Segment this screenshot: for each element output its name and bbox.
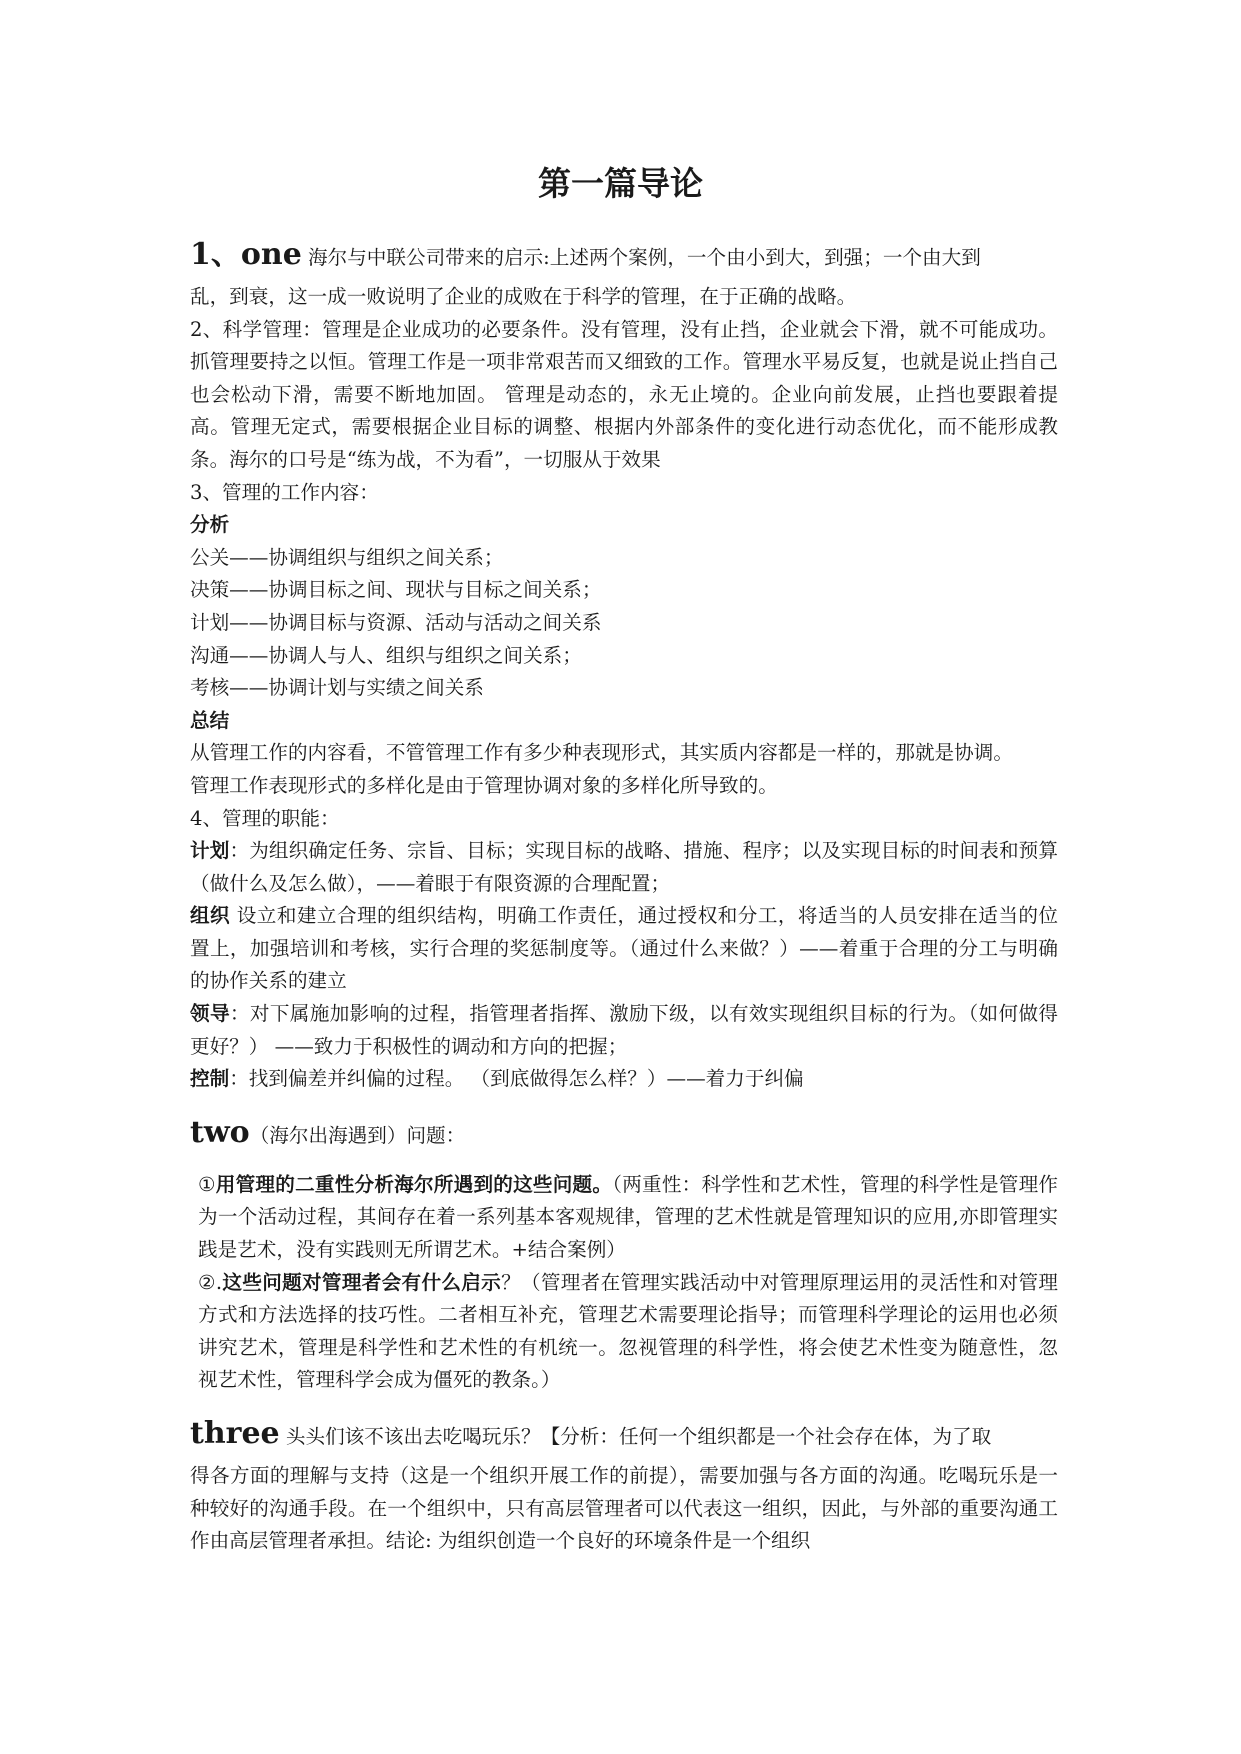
section-1-first-line [190, 232, 1058, 281]
analysis-item: 考核——协调计划与实绩之间关系 [190, 676, 484, 700]
section-two-word: two [190, 1114, 250, 1150]
section-3-heading: 3、管理的工作内容： [190, 480, 379, 504]
document-body [190, 232, 1058, 1558]
question-1-mark: ① [198, 1172, 216, 1196]
summary-paragraph-2: 管理工作表现形式的多样化是由于管理协调对象的多样化所导致的。 [190, 773, 778, 797]
analysis-item: 计划——协调目标与资源、活动与活动之间关系 [190, 610, 602, 634]
analysis-label: 分析 [190, 513, 230, 537]
summary-paragraph-1: 从管理工作的内容看，不管管理工作有多少种表现形式，其实质内容都是一样的，那就是协调。 [190, 741, 1013, 765]
lead-label: 领导 [190, 1002, 230, 1026]
question-2-mark: ②. [198, 1270, 223, 1294]
section-1-text-a: 海尔与中联公司带来的启示:上述两个案例，一个由小到大，到强；一个由大到 [308, 246, 981, 269]
organize-label: 组织 [190, 904, 231, 928]
question-1 [190, 1169, 1058, 1267]
analysis-item: 沟通——协调人与人、组织与组织之间关系； [190, 643, 582, 667]
section-three-word: three [190, 1416, 280, 1451]
organize-text: 设立和建立合理的组织结构，明确工作责任，通过授权和分工，将适当的人员安排在适当的位置上，加强培训和考核，实行合理的奖惩制度等。（通过什么来做？）——着重于合理的分工与明确的协作关系的建立 [190, 904, 1059, 993]
section-two-line [190, 1110, 1058, 1159]
function-lead [190, 998, 1058, 1063]
section-1-word: one [240, 237, 302, 272]
section-2-paragraph: 2、科学管理：管理是企业成功的必要条件。没有管理，没有止挡，企业就会下滑，就不可能成功。 抓管理要持之以恒。管理工作是一项非常艰苦而又细致的工作。管理水平易反复，也就是说止挡自己也会松动下滑，需要不断地加固。 管理是动态的，永无止境的。企业向前发展，止挡也要跟着提高。管理无定式，需要根据企业目标的调整、根据内外部条件的变化进行动态优化，而不能形成教条。海尔的口号是“练为战，不为看”，一切服从于效果 [190, 317, 1058, 471]
plan-text: ：为组织确定任务、宗旨、目标；实现目标的战略、措施、程序；以及实现目标的时间表和预算（做什么及怎么做），——着眼于有限资源的合理配置； [190, 839, 1059, 895]
analysis-item: 公关——协调组织与组织之间关系； [190, 545, 504, 569]
question-2 [190, 1267, 1058, 1397]
function-control [190, 1063, 1058, 1096]
section-1-text-b: 乱，到衰，这一成一败说明了企业的成败在于科学的管理，在于正确的战略。 [190, 285, 857, 308]
section-two-text: （海尔出海遇到）问题： [249, 1123, 466, 1147]
plan-label: 计划 [190, 839, 230, 863]
function-organize [190, 900, 1058, 998]
analysis-item: 决策——协调目标之间、现状与目标之间关系； [190, 578, 602, 602]
control-label: 控制 [190, 1067, 230, 1091]
page-title: 第一篇导论 [538, 164, 703, 203]
summary-label: 总结 [190, 708, 230, 732]
question-2-text: ？（管理者在管理实践活动中对管理原理运用的灵活性和对管理方式和方法选择的技巧性。二者相互补充，管理艺术需要理论指导；而管理科学理论的运用也必须讲究艺术，管理是科学性和艺术性的有机统一。忽视管理的科学性，将会使艺术性变为随意性，忽视艺术性，管理科学会成为僵死的教条。） [198, 1270, 1059, 1392]
function-plan [190, 835, 1058, 900]
section-three-text-a: 头头们该不该出去吃喝玩乐？【分析：任何一个组织都是一个社会存在体，为了取 [285, 1425, 992, 1448]
section-4-heading: 4、管理的职能： [190, 806, 340, 830]
section-1-number: 1、 [190, 237, 241, 272]
lead-text: ：对下属施加影响的过程，指管理者指挥、激励下级，以有效实现组织目标的行为。（如何做得更好？） ——致力于积极性的调动和方向的把握； [190, 1002, 1059, 1058]
question-1-bold: 用管理的二重性分析海尔所遇到的这些问题。 [215, 1172, 613, 1196]
control-text: ：找到偏差并纠偏的过程。 （到底做得怎么样？）——着力于纠偏 [229, 1067, 804, 1091]
question-1-text: （两重性：科学性和艺术性，管理的科学性是管理作为一个活动过程，其间存在着一系列基本客观规律，管理的艺术性就是管理知识的应用,亦即管理实践是艺术，没有实践则无所谓艺术。+结合案例） [198, 1172, 1058, 1262]
section-three-line [190, 1411, 1058, 1460]
question-2-bold: 这些问题对管理者会有什么启示 [222, 1270, 502, 1294]
section-three-text-b: 得各方面的理解与支持（这是一个组织开展工作的前提），需要加强与各方面的沟通。吃喝玩乐是一种较好的沟通手段。在一个组织中，只有高层管理者可以代表这一组织，因此，与外部的重要沟通工作由高层管理者承担。结论: 为组织创造一个良好的环境条件是一个组织 [190, 1464, 1058, 1553]
